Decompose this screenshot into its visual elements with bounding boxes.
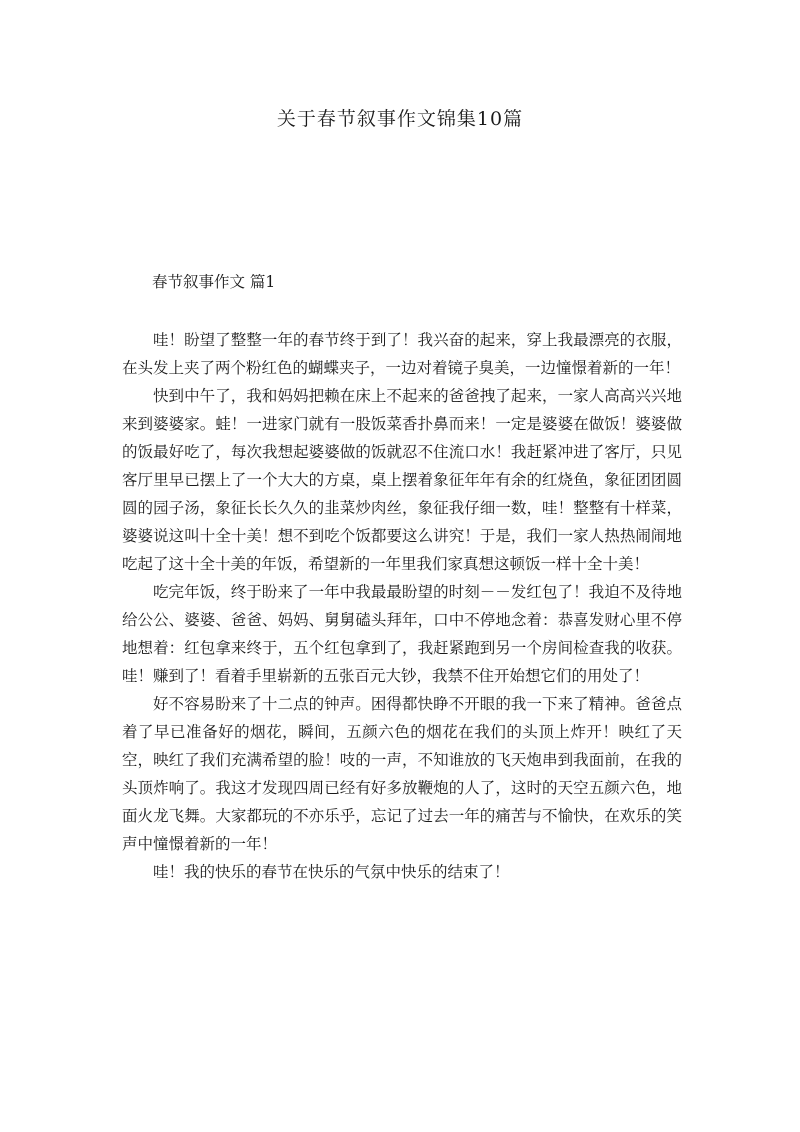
paragraph-1: 哇！盼望了整整一年的春节终于到了！我兴奋的起来，穿上我最漂亮的衣服，在头发上夹了两个粉红色的蝴蝶夹子，一边对着镜子臭美，一边憧憬着新的一年！ [122,331,682,377]
document-body [122,326,682,886]
document-title: 关于春节叙事作文锦集10篇 [276,108,524,130]
paragraph-2: 快到中午了，我和妈妈把赖在床上不起来的爸爸拽了起来，一家人高高兴兴地来到婆婆家。蛙！一进家门就有一股饭菜香扑鼻而来！一定是婆婆在做饭！婆婆做的饭最好吃了，每次我想起婆婆做的饭就忍不住流口水！我赶紧冲进了客厅，只见客厅里早已摆上了一个大大的方桌，桌上摆着象征年年有余的红烧鱼，象征团团圆圆的园子汤，象征长长久久的韭菜炒肉丝，象征我仔细一数，哇！整整有十样菜，婆婆说这叫十全十美！想不到吃个饭都要这么讲究！于是，我们一家人热热闹闹地吃起了这十全十美的年饭，希望新的一年里我们家真想这顿饭一样十全十美！ [122,387,682,573]
paragraph-4: 好不容易盼来了十二点的钟声。困得都快睁不开眼的我一下来了精神。爸爸点着了早已准备好的烟花，瞬间，五颜六色的烟花在我们的头顶上炸开！映红了天空，映红了我们充满希望的脸！吱的一声，不知谁放的飞天炮串到我面前，在我的头顶炸响了。我这才发现四周已经有好多放鞭炮的人了，这时的天空五颜六色，地面火龙飞舞。大家都玩的不亦乐乎，忘记了过去一年的痛苦与不愉快，在欢乐的笑声中憧憬着新的一年！ [122,695,682,853]
paragraph-5: 哇！我的快乐的春节在快乐的气氛中快乐的结束了！ [153,863,510,881]
paragraph-3: 吃完年饭，终于盼来了一年中我最最盼望的时刻－－发红包了！我迫不及待地给公公、婆婆、爸爸、妈妈、舅舅磕头拜年，口中不停地念着：恭喜发财心里不停地想着：红包拿来终于，五个红包拿到了，我赶紧跑到另一个房间检查我的收获。哇！赚到了！看着手里崭新的五张百元大钞，我禁不住开始想它们的用处了！ [122,583,682,685]
section-heading: 春节叙事作文 篇1 [152,273,276,291]
